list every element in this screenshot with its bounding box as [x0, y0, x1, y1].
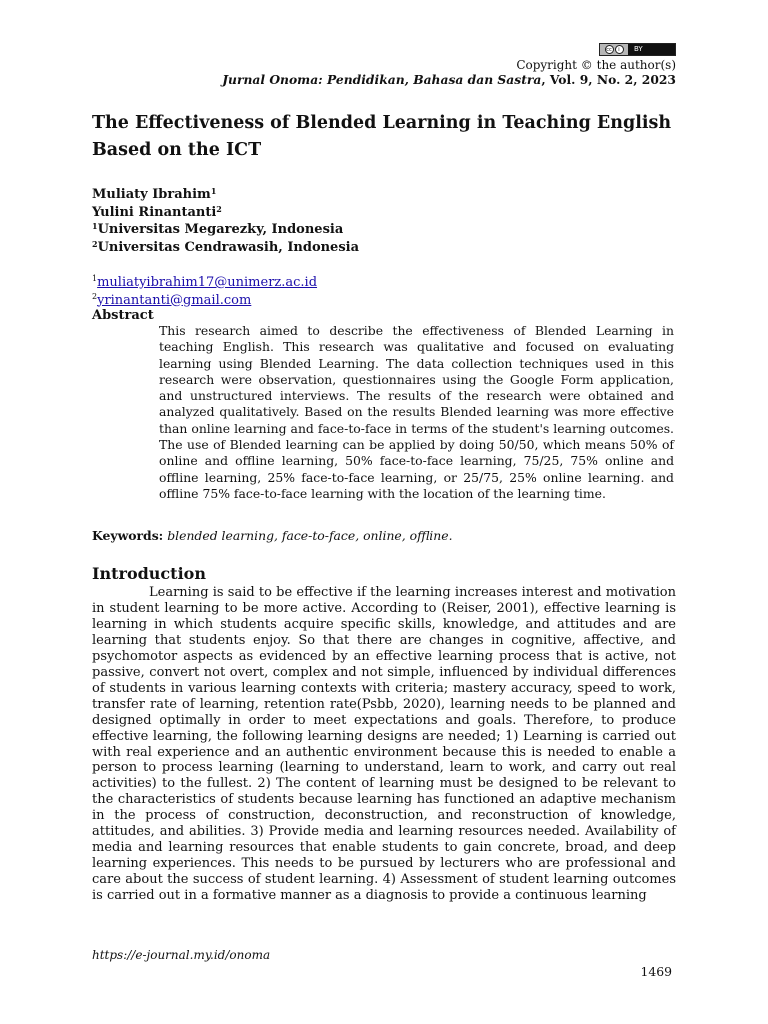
paper-title: The Effectiveness of Blended Learning in Teaching English Based on the ICT: [92, 113, 672, 160]
journal-volume: , Vol. 9, No. 2, 2023: [541, 72, 676, 87]
attribution-icon: i: [615, 45, 624, 54]
cc-icon: cc: [606, 47, 612, 53]
cc-license-badge[interactable]: [599, 43, 676, 56]
keywords-line: [92, 528, 682, 544]
author-name: Yulini Rinantanti$^2$: [92, 203, 222, 220]
author-email: $^2$yrinantanti@gmail.com: [92, 291, 252, 308]
email-link[interactable]: muliatyibrahim17@unimerz.ac.id: [97, 275, 318, 290]
journal-name: Jurnal Onoma: Pendidikan, Bahasa dan Sastra: [222, 72, 542, 87]
copyright-notice: Copyright © the author(s): [516, 58, 676, 72]
author-name: Muliaty Ibrahim$^1$: [92, 186, 217, 202]
keywords-text: blended learning, face-to-face, online, offline.: [167, 528, 453, 543]
affiliation: $^2$Universitas Cendrawasih, Indonesia: [92, 238, 360, 255]
author-block: [92, 186, 359, 256]
keywords-label: Keywords:: [92, 528, 164, 543]
abstract-heading: Abstract: [92, 308, 154, 323]
cc-icon-group: [600, 44, 628, 55]
affiliation: $^1$Universitas Megarezky, Indonesia: [92, 221, 344, 237]
email-link[interactable]: yrinantanti@gmail.com: [97, 292, 252, 308]
cc-badge-label: BY: [628, 44, 675, 55]
introduction-paragraph: Learning is said to be effective if the learning increases interest and motivation in student learning to be more active. According to (Reiser, 2001), effective learning is learning in which students acquire specific skills, knowledge, and attitudes and are learning that students enjoy. So that there are changes in cognitive, affective, and psychomotor aspects as evidenced by an effective learning process that is active, not passive, convert not overt, complex and not simple, influenced by individual differences of students in various learning contexts with criteria; mastery accuracy, speed to work, transfer rate of learning, retention rate(Psbb, 2020), learning needs to be planned and designed optimally in order to meet expectations and goals. Therefore, to produce effective learning, the following learning designs are needed; 1) Learning is carried out with real experience and an authentic environment because this is needed to enable a person to process learning (learning to understand, learn to work, and carry out real activities) to the fullest. 2) The content of learning must be designed to be relevant to the characteristics of students because learning has functioned an adaptive mechanism in the process of construction, deconstruction, and reconstruction of knowledge, attitudes, and abilities. 3) Provide media and learning resources needed. Availability of media and learning resources that enable students to gain concrete, broad, and deep learning experiences. This needs to be pursued by lecturers who are professional and care about the success of student learning. 4) Assessment of student learning outcomes is carried out in a formative manner as a diagnosis to provide a continuous learning: [92, 585, 676, 904]
abstract-text: This research aimed to describe the effectiveness of Blended Learning in teaching English. This research was qualitative and focused on evaluating learning using Blended Learning. The data collection techniques used in this research were observation, questionnaires using the Google Form application, and unstructured interviews. The results of the research were obtained and analyzed qualitatively. Based on the results Blended learning was more effective than online learning and face-to-face in terms of the student's learning outcomes. The use of Blended learning can be applied by doing 50/50, which means 50% of online and offline learning, 50% face-to-face learning, 75/25, 75% online and offline learning, 25% face-to-face learning, or 25/75, 25% online learning. and offline 75% face-to-face learning with the location of the learning time.: [159, 323, 674, 501]
email-block: [92, 274, 317, 309]
journal-url[interactable]: https://e-journal.my.id/onoma: [92, 948, 271, 962]
journal-citation: [222, 72, 676, 88]
page-number: 1469: [640, 964, 672, 979]
author-email: $^1$muliatyibrahim17@unimerz.ac.id: [92, 274, 318, 290]
section-heading: Introduction: [92, 564, 206, 583]
